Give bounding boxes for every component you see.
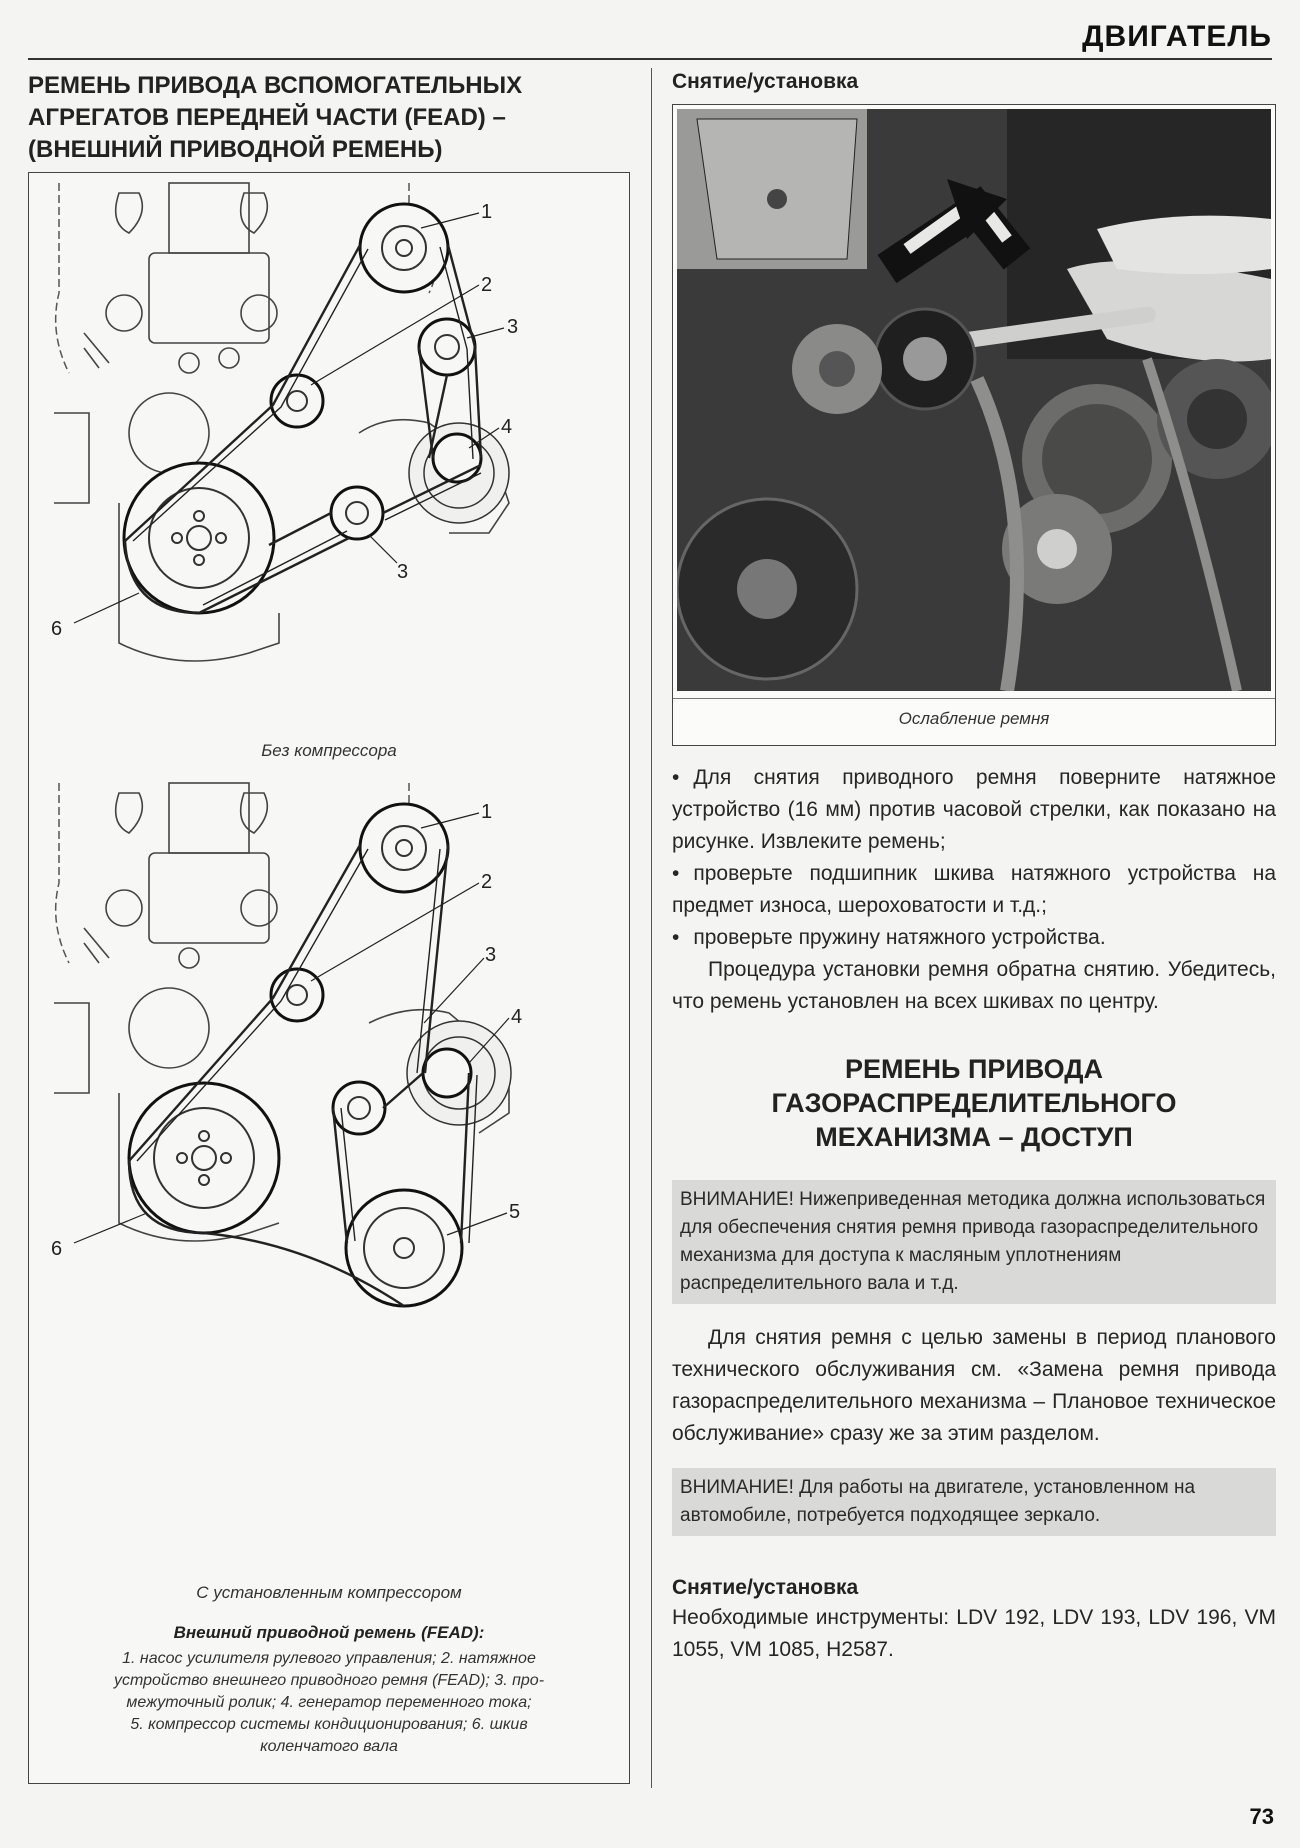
callout-4: 4 xyxy=(511,1006,523,1028)
header-rule xyxy=(28,58,1272,60)
callout-1: 1 xyxy=(481,201,493,223)
section-title: ДВИГАТЕЛЬ xyxy=(1082,20,1272,53)
callout-2: 2 xyxy=(481,274,493,296)
bullet-item: • проверьте пружину натяжного устройства. xyxy=(672,922,1276,954)
photo-loosening-belt xyxy=(672,104,1276,746)
callout-4: 4 xyxy=(501,416,513,438)
right-column xyxy=(672,70,1276,1666)
legend-line: 5. компрессор системы кондиционирования; 6. шкив xyxy=(130,1716,528,1733)
callout-5: 5 xyxy=(509,1201,521,1223)
bullet-item: • Для снятия приводного ремня поверните натяжное устройство (16 мм) против часовой стрелки, как показано на рисунке. Извлеките ремень; xyxy=(672,762,1276,858)
callout-1: 1 xyxy=(481,801,493,823)
belt-diagram-with-compressor xyxy=(29,773,629,1413)
maintenance-paragraph: Для снятия ремня с целью замены в период планового технического обслуживания см. «Замена ремня привода газораспределительного механизма – Плановое техническое обслуживание» сразу же за этим разделом. xyxy=(672,1326,1276,1445)
engine-photo-illustration xyxy=(677,109,1271,691)
callout-6: 6 xyxy=(51,618,63,640)
callout-3: 3 xyxy=(507,316,519,338)
callout-2: 2 xyxy=(481,871,493,893)
legend-line: устройство внешнего приводного ремня (FEAD); 3. про- xyxy=(113,1672,545,1689)
timing-belt-heading xyxy=(672,1052,1276,1154)
left-heading xyxy=(28,70,628,166)
heading-line: (ВНЕШНИЙ ПРИВОДНОЙ РЕМЕНЬ) xyxy=(28,136,443,163)
heading-line: РЕМЕНЬ ПРИВОДА xyxy=(845,1054,1103,1084)
warning-box-2: ВНИМАНИЕ! Для работы на двигателе, установленном на автомобиле, потребуется подходящее зеркало. xyxy=(672,1468,1276,1536)
callout-6: 6 xyxy=(51,1238,63,1260)
required-tools: Необходимые инструменты: LDV 192, LDV 193, LDV 196, VM 1055, VM 1085, H2587. xyxy=(672,1606,1276,1661)
legend-line: 1. насос усилителя рулевого управления; 2. натяжное xyxy=(122,1650,536,1667)
belt-diagram-without-compressor xyxy=(29,173,629,713)
page-number: 73 xyxy=(1249,1804,1274,1829)
heading-line: АГРЕГАТОВ ПЕРЕДНЕЙ ЧАСТИ (FEAD) – xyxy=(28,104,506,131)
bullet-item: • проверьте подшипник шкива натяжного устройства на предмет износа, шероховатости и т.д.; xyxy=(672,858,1276,922)
diagram1-caption: Без компрессора xyxy=(261,741,397,760)
legend-line: межуточный ролик; 4. генератор переменного тока; xyxy=(126,1694,532,1711)
callout-3: 3 xyxy=(485,944,497,966)
diagram-frame xyxy=(28,172,630,1784)
legend-title: Внешний приводной ремень (FEAD): xyxy=(173,1623,485,1642)
warning-box-1: ВНИМАНИЕ! Нижеприведенная методика должна использоваться для обеспечения снятия ремня привода газораспределительного механизма для доступа к масляным уплотнениям распределительного вала и т.д. xyxy=(672,1180,1276,1304)
installation-paragraph: Процедура установки ремня обратна снятию. Убедитесь, что ремень установлен на всех шкивах по центру. xyxy=(672,958,1276,1013)
heading-line: МЕХАНИЗМА – ДОСТУП xyxy=(815,1122,1133,1152)
photo-caption: Ослабление ремня xyxy=(673,698,1275,729)
callout-3b: 3 xyxy=(397,561,409,583)
removal-installation-heading: Снятие/установка xyxy=(672,70,859,93)
column-divider xyxy=(651,68,652,1788)
heading-line: РЕМЕНЬ ПРИВОДА ВСПОМОГАТЕЛЬНЫХ xyxy=(28,72,523,99)
removal-installation-heading-2: Снятие/установка xyxy=(672,1576,859,1599)
removal-instructions xyxy=(672,762,1276,1018)
heading-line: ГАЗОРАСПРЕДЕЛИТЕЛЬНОГО xyxy=(771,1088,1177,1118)
legend-line: коленчатого вала xyxy=(260,1738,398,1755)
legend-text xyxy=(49,1648,609,1758)
diagram2-caption: С установленным компрессором xyxy=(196,1583,462,1602)
